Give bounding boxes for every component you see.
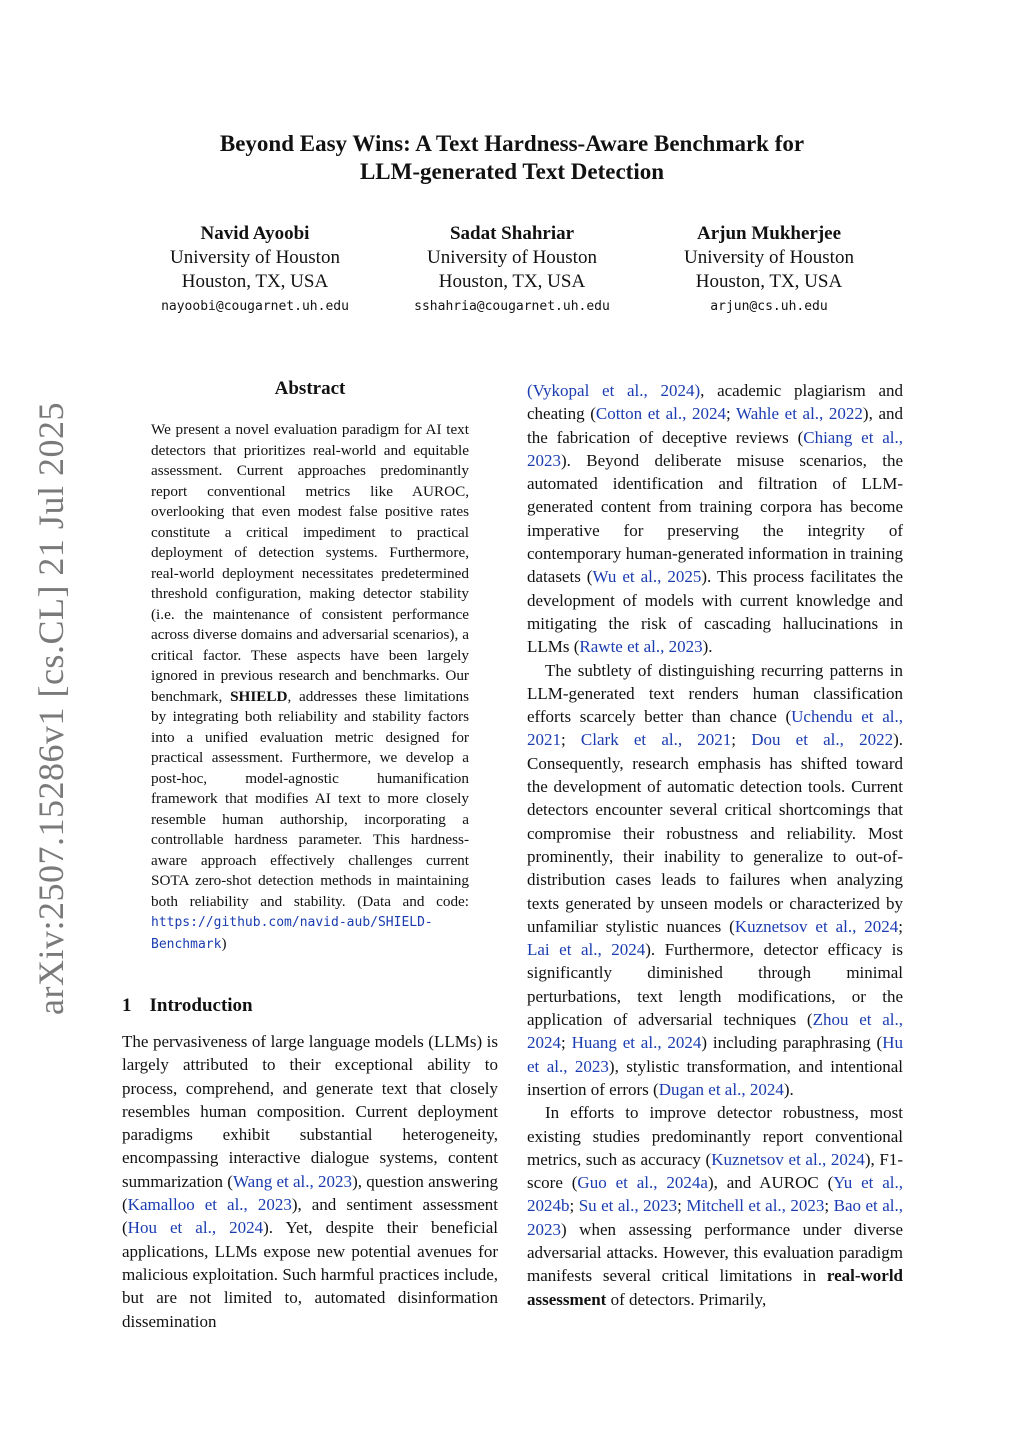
intro-paragraph-3 [527,1101,903,1311]
section-number: 1 [122,995,132,1016]
citation-link[interactable]: (Vykopal et al., 2024) [527,381,701,400]
body-text: ), question answering ( [122,1171,498,1215]
arxiv-identifier: arXiv:2507.15286v1 [cs.CL] 21 Jul 2025 [31,402,71,1015]
body-text: ) including paraphrasing ( [701,1033,883,1053]
citation-link[interactable]: Hu et al., 2023 [527,1033,903,1076]
author-name: Sadat Shahriar [449,223,575,244]
citation-link[interactable]: Hou et al., 2024 [127,1218,264,1238]
citation-link[interactable]: Wang et al., 2023 [232,1171,353,1191]
body-text: ; [726,404,737,424]
author-1 [115,222,395,320]
abstract-text-after: , addresses these limitations by integrating both reliability and stability factors into a unified evaluation metric designed for practical assessment. Furthermore, we develop a post-hoc, model-agnostic humanification framework that modifies AI text to more closely resemble human authorship, incorporating a controllable hardness parameter. This hardness-aware approach effectively challenges current SOTA zero-shot detection methods in maintaining both reliability and stability. (Data and code: [151,687,470,910]
body-text: ), F1-score ( [527,1149,903,1193]
body-text: ; [561,730,581,750]
title-line-2: LLM-generated Text Detection [359,159,665,184]
author-2 [372,222,652,320]
author-location: Houston, TX, USA [695,271,843,292]
author-name: Navid Ayoobi [200,223,310,244]
author-email[interactable]: sshahria@cougarnet.uh.edu [414,299,610,314]
author-location: Houston, TX, USA [438,271,586,292]
citation-link[interactable]: Lai et al., 2024 [527,940,646,960]
body-text: ). [702,637,713,657]
title-line-1: Beyond Easy Wins: A Text Hardness-Aware Benchmark for [219,131,805,156]
body-text: , academic plagiarism and cheating ( [527,381,903,424]
body-text: The pervasiveness of large language models (LLMs) is largely attributed to their exceptional ability to process, comprehend, and generate text that closely resembles human composition. Current deployment paradigms exhibit substantial heterogeneity, encompassing interactive dialogue systems, content summarization ( [122,1032,498,1191]
intro-paragraph-2 [527,659,903,1102]
benchmark-name: SHIELD [230,687,288,705]
author-affiliation: University of Houston [684,247,854,268]
citation-link[interactable]: Kamalloo et al., 2023 [127,1195,292,1215]
author-name: Arjun Mukherjee [696,223,842,244]
citation-link[interactable]: Chiang et al., 2023 [527,427,903,470]
abstract-body [151,420,469,955]
citation-link[interactable]: Dou et al., 2022 [751,730,894,750]
author-block [0,222,1024,322]
body-text: ; [677,1196,687,1216]
abstract-text-end: ) [221,934,227,952]
body-text: The subtlety of distinguishing recurring patterns in LLM-generated text renders human classification efforts scarcely better than chance ( [527,660,903,727]
body-text: ). Furthermore, detector efficacy is significantly diminished through minimal perturbations, text length modifications, or the application of adversarial techniques ( [527,940,903,1030]
citation-link[interactable]: Uchendu et al., 2021 [527,707,903,750]
section-title: Introduction [149,995,253,1016]
body-text: ), stylistic transformation, and intentional insertion of errors ( [527,1056,904,1099]
citation-link[interactable]: Dugan et al., 2024 [658,1079,784,1099]
author-affiliation: University of Houston [427,247,597,268]
paper-title [0,130,1024,186]
citation-link[interactable]: Wu et al., 2025 [592,567,702,587]
bold-text: real-world assessment [527,1266,903,1309]
citation-link[interactable]: Guo et al., 2024a [577,1173,708,1193]
intro-left-column [122,1030,498,1333]
body-text: ; [731,730,752,750]
author-email[interactable]: arjun@cs.uh.edu [710,299,828,314]
intro-right-column [527,379,903,1311]
code-link[interactable]: https://github.com/navid-aub/SHIELD-Benchmark [151,915,433,952]
body-text: ). This process facilitates the development of models with current knowledge and mitigating the risk of cascading hallucinations in LLMs ( [527,567,904,657]
citation-link[interactable]: Rawte et al., 2023 [579,637,703,657]
citation-link[interactable]: Su et al., 2023 [578,1196,678,1216]
citation-link[interactable]: Clark et al., 2021 [580,730,732,750]
intro-paragraph-1 [122,1030,498,1333]
body-text: ). Beyond deliberate misuse scenarios, the automated identification and filtration of LLM-generated content from training corpora has become imperative for preserving the integrity of contemporary human-generated information in training datasets ( [527,450,903,587]
body-text: ; [569,1196,579,1216]
body-text: ; [898,916,903,936]
citation-link[interactable]: Wahle et al., 2022 [736,404,863,424]
body-text: ). Yet, despite their beneficial applications, LLMs expose new potential avenues for malicious exploitation. Such harmful practices include, but are not limited to, automated disinformation dissemination [122,1218,498,1331]
citation-link[interactable]: Kuznetsov et al., 2024 [711,1149,865,1169]
body-text: In efforts to improve detector robustness, most existing studies predominantly report conventional metrics, such as accuracy ( [527,1103,903,1169]
author-email[interactable]: nayoobi@cougarnet.uh.edu [161,299,349,314]
section-heading-introduction [122,995,253,1017]
citation-link[interactable]: Zhou et al., 2024 [527,1010,903,1053]
author-location: Houston, TX, USA [181,271,329,292]
author-affiliation: University of Houston [170,247,340,268]
citation-link[interactable]: Kuznetsov et al., 2024 [734,916,899,936]
body-text: ) when assessing performance under diverse adversarial attacks. However, this evaluation paradigm manifests several critical limitations in [527,1219,903,1286]
citation-link[interactable]: Mitchell et al., 2023 [686,1196,825,1216]
body-text: of detectors. Primarily, [606,1289,767,1309]
body-text: ), and AUROC ( [707,1173,834,1193]
body-text: ; [824,1196,834,1216]
body-text: ), and the fabrication of deceptive reviews ( [527,404,903,447]
intro-paragraph-1-continued [527,379,903,659]
citation-link[interactable]: Bao et al., 2023 [527,1196,903,1239]
body-text: ; [561,1033,572,1053]
citation-link[interactable]: Yu et al., 2024b [527,1173,903,1216]
author-3 [629,222,909,320]
body-text: ), and sentiment assessment ( [122,1195,498,1238]
body-text: ). [783,1079,794,1099]
abstract-heading: Abstract [274,378,346,399]
body-text: ). Consequently, research emphasis has shifted toward the development of automatic detection tools. Current detectors encounter several critical shortcomings that compromise their robustness and reliability. Most prominently, their inability to generalize to out-of-distribution cases leads to failures when analyzing texts generated by unseen models or characterized by unfamiliar stylistic nuances ( [527,730,903,936]
abstract-text-before: We present a novel evaluation paradigm for AI text detectors that prioritizes real-world and equitable assessment. Current approaches predominantly report conventional metrics like AUROC, overlooking that even modest false positive rates constitute a critical impediment to practical deployment of detection systems. Furthermore, real-world deployment necessitates predetermined threshold configuration, making detector stability (i.e. the maintenance of consistent performance across diverse domains and adversarial scenarios), a critical factor. These aspects have been largely ignored in previous research and benchmarks. Our benchmark, [151,421,469,705]
citation-link[interactable]: Huang et al., 2024 [571,1033,702,1053]
citation-link[interactable]: Cotton et al., 2024 [595,404,727,424]
